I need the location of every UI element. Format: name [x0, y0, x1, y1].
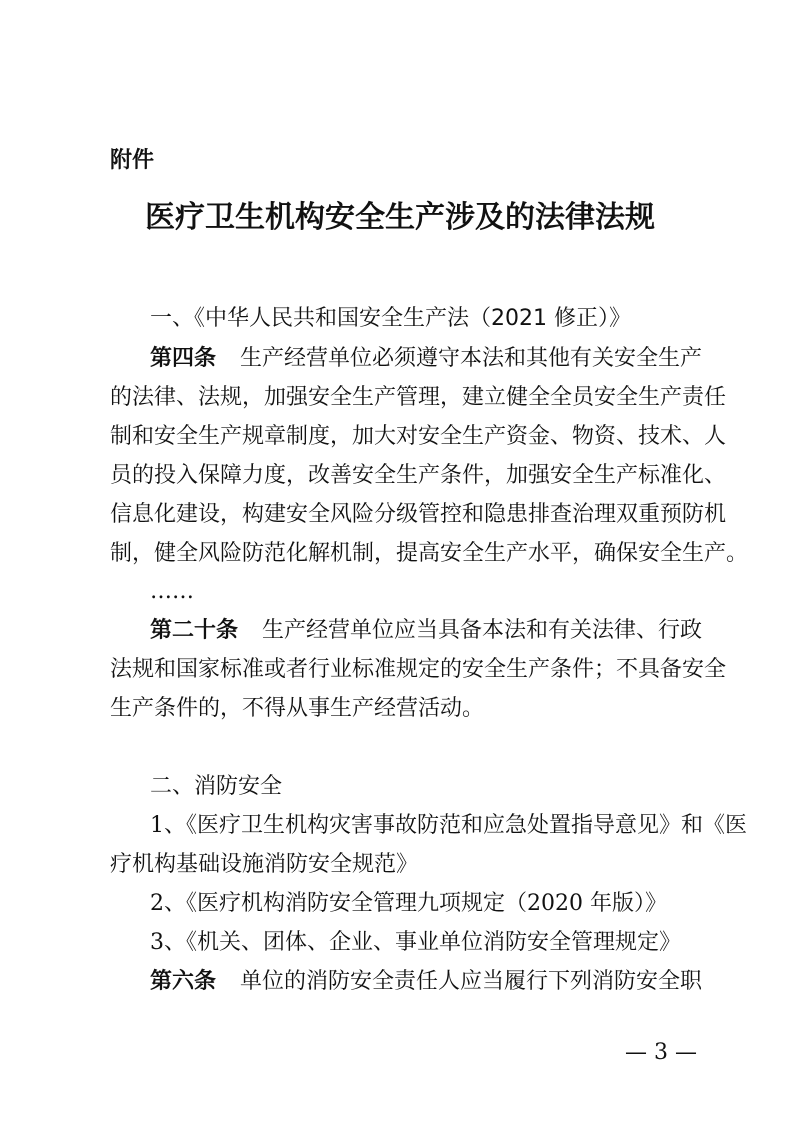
article20-label: 第二十条 [150, 618, 239, 643]
document-title: 医疗卫生机构安全生产涉及的法律法规 [145, 200, 655, 235]
article4-line-6: 制，健全风险防范化解机制，提高安全生产水平，确保安全生产。 [110, 541, 749, 566]
article4-line-3: 制和安全生产规章制度，加大对安全生产资金、物资、技术、人 [110, 424, 727, 449]
article4-line-1 [150, 344, 703, 374]
article4-label: 第四条 [150, 346, 217, 371]
attachment-label: 附件 [110, 148, 155, 173]
item1-line-1: 1、《医疗卫生机构灾害事故防范和应急处置指导意见》和《医 [150, 813, 747, 838]
article20-line-3: 生产条件的，不得从事生产经营活动。 [110, 696, 485, 721]
article20-text: 生产经营单位应当具备本法和有关法律、行政 [262, 618, 703, 643]
article20-line-2: 法规和国家标准或者行业标准规定的安全生产条件；不具备安全 [110, 657, 727, 682]
article6-line-1 [150, 967, 703, 997]
ellipsis: …… [150, 579, 194, 604]
article4-line-2: 的法律、法规，加强安全生产管理，建立健全全员安全生产责任 [110, 385, 727, 410]
section2-heading: 二、消防安全 [150, 774, 283, 799]
section1-heading: 一、《中华人民共和国安全生产法（2021 修正）》 [150, 306, 631, 331]
item1-line-2: 疗机构基础设施消防安全规范》 [110, 852, 419, 877]
page-number: — 3 — [625, 1040, 697, 1065]
article6-label: 第六条 [150, 969, 217, 994]
article6-text: 单位的消防安全责任人应当履行下列消防安全职 [240, 969, 703, 994]
article4-text: 生产经营单位必须遵守本法和其他有关安全生产 [240, 346, 703, 371]
article4-line-5: 信息化建设，构建安全风险分级管控和隐患排查治理双重预防机 [110, 502, 727, 527]
item2: 2、《医疗机构消防安全管理九项规定（2020 年版）》 [150, 891, 667, 916]
article4-line-4: 员的投入保障力度，改善安全生产条件，加强安全生产标准化、 [110, 463, 727, 488]
article20-line-1 [150, 616, 703, 646]
item3: 3、《机关、团体、企业、事业单位消防安全管理规定》 [150, 930, 681, 955]
